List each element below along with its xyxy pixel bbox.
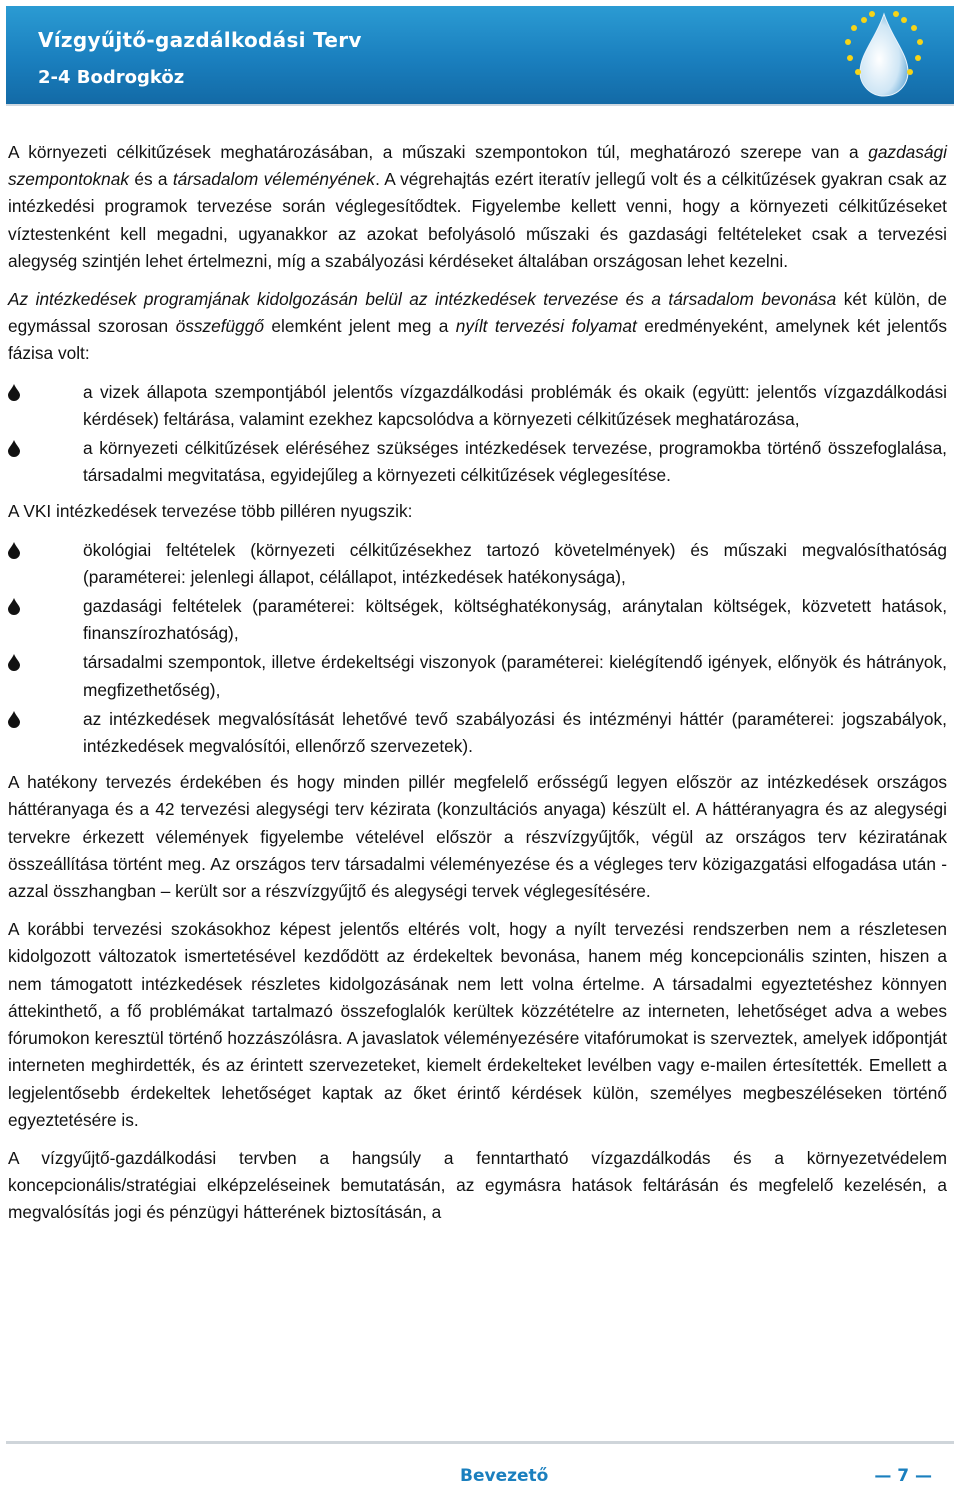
pillar-list — [8, 537, 947, 761]
list-item: a környezeti célkitűzések eléréséhez szükséges intézkedések tervezése, programokba történő összefoglalása, társadalmi megvitatása, egyidejűleg a környezeti célkitűzések véglegesítése. — [8, 435, 947, 489]
teardrop-bullet-icon — [8, 440, 20, 457]
list-item: a vizek állapota szempontjából jelentős vízgazdálkodási problémák és okaik (együtt: jelentős vízgazdálkodási kérdések) feltárása, valamint ezekhez kapcsolódva a környezeti célkitűzések meghatározása, — [8, 379, 947, 433]
paragraph-objectives: A környezeti célkitűzések meghatározásában, a műszaki szempontokon túl, meghatározó szerepe van a gazdasági szempontoknak és a társadalom véleményének. A végrehajtás ezért iteratív jellegű volt és a célkitűzések gyakran csak az intézkedési programok tervezése során véglegesítődtek. Figyelembe kellett venni, hogy a környezeti célkitűzéseket víztestenként kell megadni, ugyanakkor az azokat befolyásoló műszaki és gazdasági feltételeket csak a tervezési alegység szintjén lehet értelmezni, míg a szabályozási kérdéseket általában országosan lehet kezelni. — [8, 142, 947, 271]
paragraph-pillars-intro: A VKI intézkedések tervezése több pilléren nyugszik: — [8, 501, 413, 522]
teardrop-bullet-icon — [8, 384, 20, 401]
paragraph-open-planning: A korábbi tervezési szokásokhoz képest jelentős eltérés volt, hogy a nyílt tervezési rendszerben nem a részletesen kidolgozott változatok ismertetésével kezdődött az érdekeltek bevonása, hanem még koncepcionális szinten, hiszen a nem támogatott intézkedések részletes kidolgozásának nem lett volna értelme. A társadalmi egyeztetéshez könnyen áttekinthető, a fő problémákat tartalmazó összefoglalók kerültek közzétételre az interneten, lehetőséget adva a webes fórumokon keresztül történő hozzászólásra. A javaslatok véleményezésére vitafórumokat is szerveztek, amelyek időpontját interneten meghirdették, és az érintett szervezeteket, kiemelt érdekelteket levélben vagy e-mailen értesítették. Emellett a legjelentősebb érdekeltek lehetőséget kaptak az őket érintő kérdések külön, személyes megbeszéléseken történő egyeztetésére is. — [8, 919, 947, 1130]
list-item: az intézkedések megvalósítását lehetővé tevő szabályozási és intézményi háttér (paraméterei: jogszabályok, intézkedések megvalósítói, ellenőrző szervezetek). — [8, 706, 947, 760]
list-item: gazdasági feltételek (paraméterei: költségek, költséghatékonyság, aránytalan költségek, közvetett hatások, finanszírozhatóság), — [8, 593, 947, 647]
page-header — [6, 6, 954, 104]
footer-divider — [6, 1441, 954, 1444]
list-item: társadalmi szempontok, illetve érdekeltségi viszonyok (paraméterei: kielégítendő igények, előnyök és hátrányok, megfizethetőség), — [8, 649, 947, 703]
teardrop-bullet-icon — [8, 598, 20, 615]
paragraph-planning-process: Az intézkedések programjának kidolgozásán belül az intézkedések tervezése és a társadalom bevonása két külön, de egymással szorosan összefüggő elemként jelent meg a nyílt tervezési folyamat eredményeként, amelynek két jelentős fázisa volt: — [8, 289, 947, 364]
document-title: Vízgyűjtő-gazdálkodási Terv — [38, 28, 362, 52]
document-subtitle: 2-4 Bodrogköz — [38, 67, 185, 88]
footer-section-label: Bevezető — [460, 1466, 549, 1486]
page-number: — 7 — — [874, 1466, 932, 1486]
teardrop-bullet-icon — [8, 711, 20, 728]
eu-water-drop-stars-icon — [834, 8, 934, 102]
main-content — [8, 139, 947, 1238]
teardrop-bullet-icon — [8, 654, 20, 671]
teardrop-bullet-icon — [8, 542, 20, 559]
phase-list — [8, 379, 947, 490]
paragraph-plan-focus: A vízgyűjtő-gazdálkodási tervben a hangsúly a fenntartható vízgazdálkodás és a környezetvédelem koncepcionális/stratégiai elképzeléseinek bemutatásán, az egymásra hatások feltárásán és megfelelő kezelésén, a megvalósítás jogi és pénzügyi hátterének biztosításán, a — [8, 1147, 947, 1223]
list-item: ökológiai feltételek (környezeti célkitűzésekhez tartozó követelmények) és műszaki megvalósíthatóság (paraméterei: jelenlegi állapot, célállapot, intézkedések hatékonysága), — [8, 537, 947, 591]
paragraph-effective-planning: A hatékony tervezés érdekében és hogy minden pillér megfelelő erősségű legyen először az intézkedések országos háttéranyaga és a 42 tervezési alegységi terv kézirata (konzultációs anyaga) készült el. A háttéranyagra és az alegységi tervekre érkezett vélemények figyelembe vételével először a részvízgyűjtők, végül az országos terv kéziratának összeállítása történt meg. Az országos terv társadalmi véleményezése és a végleges terv közigazgatási elfogadása után - azzal összhangban – került sor a részvízgyűjtő és alegységi tervek véglegesítésére. — [8, 772, 947, 902]
